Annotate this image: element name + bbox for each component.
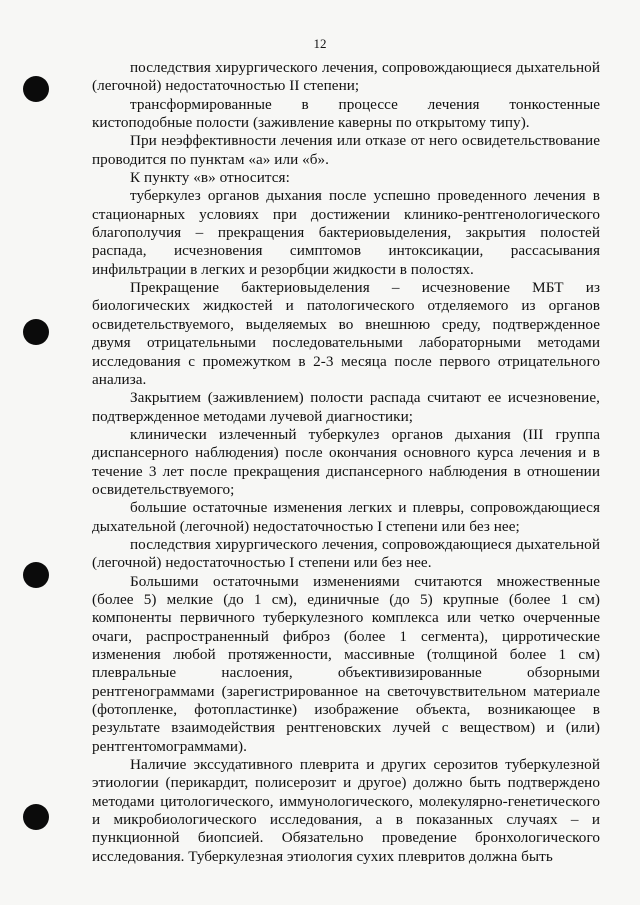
paragraph: трансформированные в процессе лечения тонкостенные кистоподобные полости (заживление каверны по открытому типу). — [92, 95, 600, 132]
binder-hole — [23, 562, 49, 588]
paragraph: Большими остаточными изменениями считаются множественные (более 5) мелкие (до 1 см), единичные (до 5) крупные (более 1 см) компоненты первичного туберкулезного комплекса или четко очерченные очаги, распространенный фиброз (более 1 сегмента), цирротические изменения любой протяженности, массивные (толщиной более 1 см) плевральные наслоения, объективизированные обзорными рентгенограммами (зарегистрированное на светочувствительном материале (фотопленке, фотопластинке) изображение объекта, возникающее в результате взаимодействия рентгеновских лучей с веществом) и (или) рентгентомограммами). — [92, 572, 600, 755]
binder-hole — [23, 76, 49, 102]
paragraph: туберкулез органов дыхания после успешно проведенного лечения в стационарных условиях при достижении клинико-рентгенологического благополучия – прекращения бактериовыделения, закрытия полостей распада, исчезновения симптомов интоксикации, рассасывания инфильтрации в легких и резорбции жидкости в полостях. — [92, 187, 600, 278]
paragraph: Прекращение бактериовыделения – исчезновение МБТ из биологических жидкостей и патологического отделяемого из органов освидетельствуемого, выделяемых во внешнюю среду, подтвержденное двумя отрицательными последовательными лабораторными методами исследования с промежутком в 2-3 месяца после первого отрицательного анализа. — [92, 279, 600, 388]
paragraph: При неэффективности лечения или отказе от него освидетельствование проводится по пунктам «а» или «б». — [92, 132, 600, 168]
paragraph: К пункту «в» относится: — [130, 169, 290, 187]
document-body — [92, 59, 600, 866]
binder-hole — [23, 319, 49, 345]
paragraph: Закрытием (заживлением) полости распада считают ее исчезновение, подтвержденное методами лучевой диагностики; — [92, 389, 600, 425]
paragraph: последствия хирургического лечения, сопровождающиеся дыхательной (легочной) недостаточностью I степени или без нее. — [92, 535, 600, 572]
paragraph: Наличие экссудативного плеврита и других серозитов туберкулезной этиологии (перикардит, полисерозит и другое) должно быть подтверждено методами цитологического, иммунологического, молекулярно-генетического и микробиологического исследования, а в показанных случаях – и пункционной биопсией. Обязательно проведение бронхологического исследования. Туберкулезная этиология сухих плевритов должна быть — [92, 756, 600, 865]
paragraph: большие остаточные изменения легких и плевры, сопровождающиеся дыхательной (легочной) недостаточностью I степени или без нее; — [92, 499, 600, 535]
paragraph: клинически излеченный туберкулез органов дыхания (III группа диспансерного наблюдения) после окончания основного курса лечения и в течение 3 лет после прекращения диспансерного наблюдения в отношении освидетельствуемого; — [92, 425, 600, 498]
binder-hole — [23, 804, 49, 830]
page-number: 12 — [313, 36, 327, 51]
paragraph: последствия хирургического лечения, сопровождающиеся дыхательной (легочной) недостаточностью II степени; — [92, 59, 600, 95]
